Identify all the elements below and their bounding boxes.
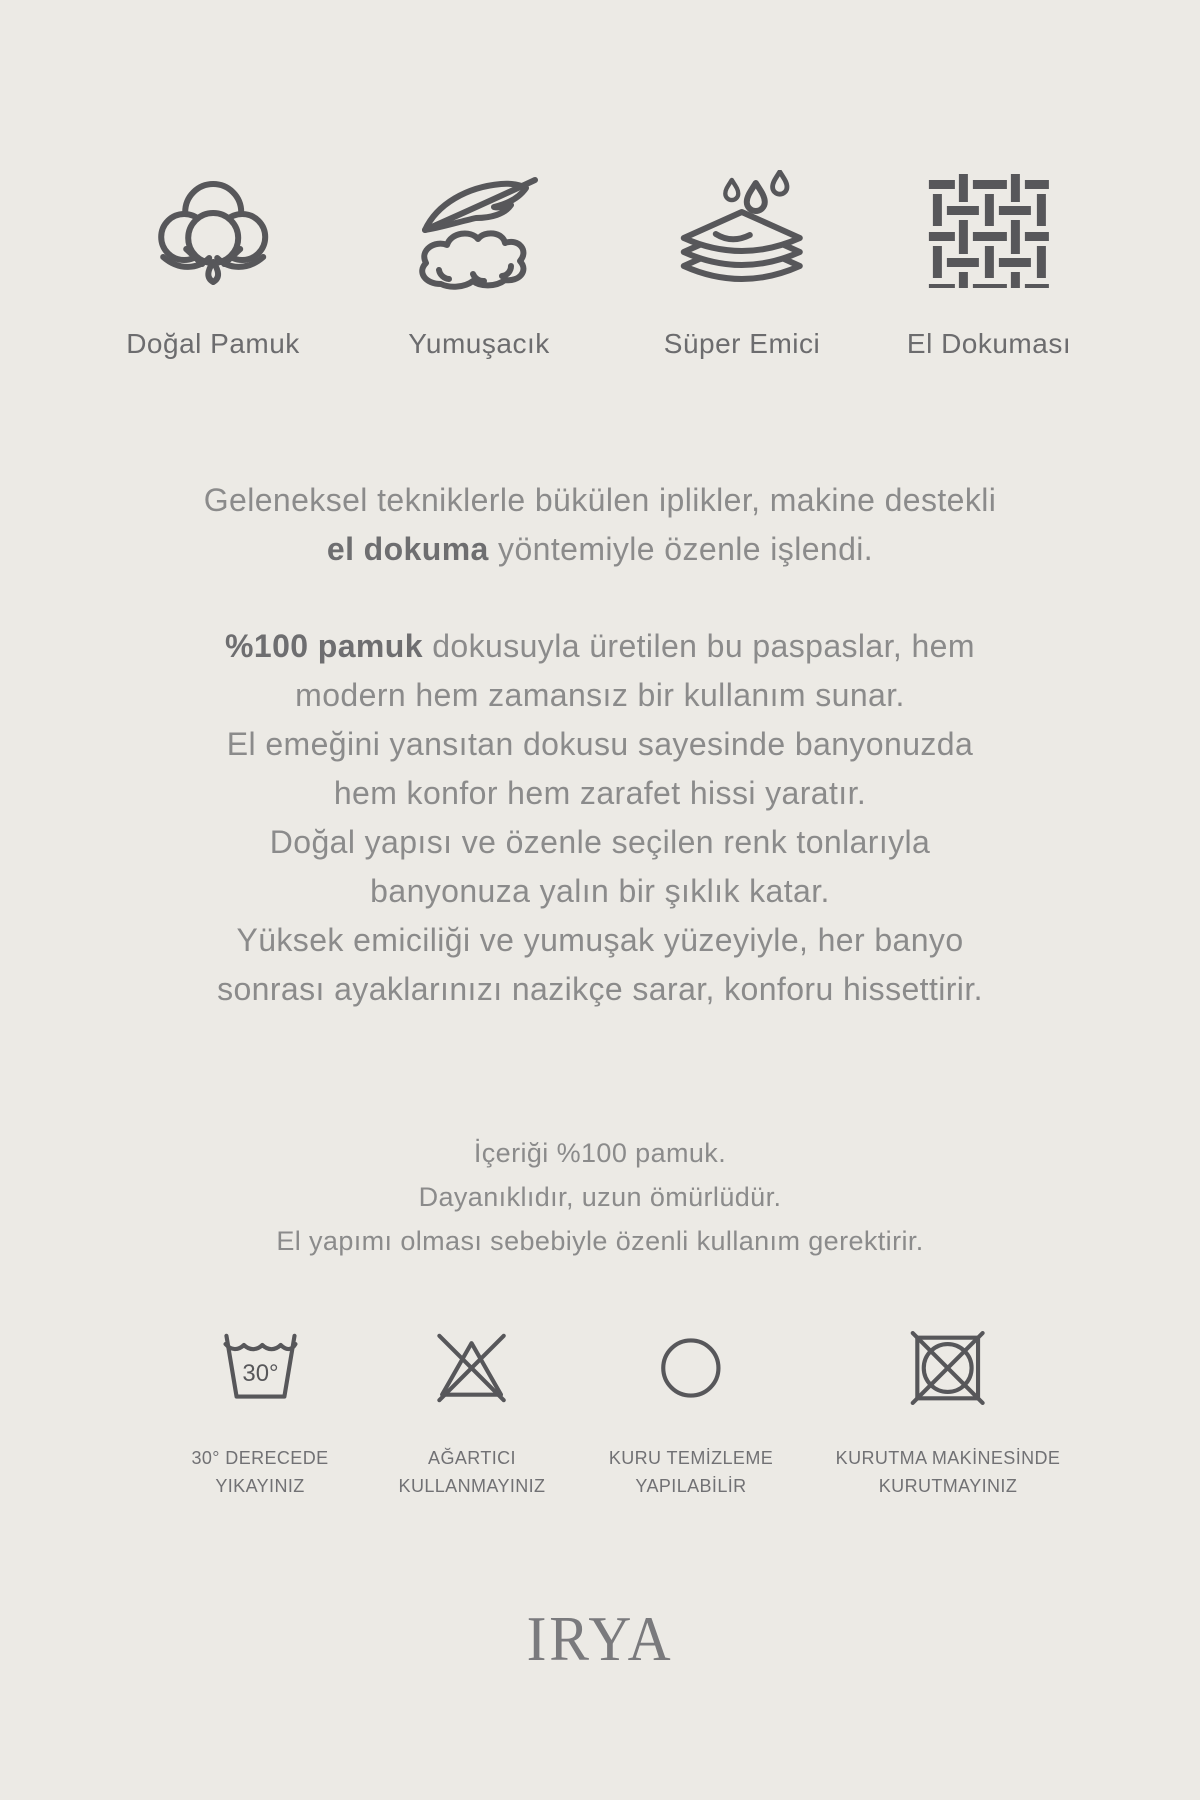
care-label: 30° DERECEDE YIKAYINIZ bbox=[191, 1448, 329, 1496]
feature-label: Süper Emici bbox=[663, 328, 821, 359]
wash-30-icon bbox=[214, 1322, 306, 1414]
details-line-1: İçeriği %100 pamuk. bbox=[473, 1138, 727, 1168]
dry-clean-icon bbox=[645, 1322, 737, 1414]
care-no-bleach bbox=[399, 1322, 546, 1500]
care-label: AĞARTICI KULLANMAYINIZ bbox=[398, 1448, 546, 1496]
feature-label: Doğal Pamuk bbox=[126, 328, 300, 359]
description-line-4: hem konfor hem zarafet hissi yaratır. bbox=[333, 775, 867, 811]
feature-natural-cotton bbox=[126, 170, 300, 360]
intro-paragraph bbox=[0, 476, 1200, 574]
care-label: KURU TEMİZLEME YAPILABİLİR bbox=[608, 1448, 774, 1496]
cotton-icon bbox=[151, 170, 275, 292]
no-bleach-icon bbox=[426, 1322, 518, 1414]
brand-logo: IRYA bbox=[526, 1603, 674, 1674]
intro-line-1: Geleneksel tekniklerle bükülen iplikler, makine destekli bbox=[203, 482, 997, 518]
care-no-tumble-dry bbox=[836, 1322, 1061, 1500]
description-line-2: modern hem zamansız bir kullanım sunar. bbox=[295, 677, 905, 713]
description-line-5: Doğal yapısı ve özenle seçilen renk tonlarıyla bbox=[269, 824, 931, 860]
description-bold-text: %100 pamuk bbox=[225, 628, 423, 664]
feature-hand-woven bbox=[907, 170, 1071, 360]
details-paragraph bbox=[0, 1131, 1200, 1263]
feature-label: El Dokuması bbox=[906, 328, 1072, 359]
care-wash-30 bbox=[191, 1322, 328, 1500]
details-line-3: El yapımı olması sebebiyle özenli kullanım gerektirir. bbox=[276, 1226, 924, 1256]
description-paragraph bbox=[0, 622, 1200, 1014]
care-label: KURUTMA MAKİNESİNDE KURUTMAYINIZ bbox=[835, 1448, 1061, 1496]
feature-super-absorbent bbox=[664, 170, 820, 360]
description-line-6: banyonuza yalın bir şıklık katar. bbox=[370, 873, 830, 909]
absorbent-layers-icon bbox=[670, 170, 814, 292]
feature-soft bbox=[403, 170, 555, 360]
description-line-7: Yüksek emiciliği ve yumuşak yüzeyiyle, her banyo bbox=[236, 922, 964, 958]
hand-weave-icon bbox=[927, 170, 1051, 292]
intro-line-2: el dokuma yöntemiyle özenle işlendi. bbox=[326, 531, 874, 567]
feather-cloud-icon bbox=[403, 170, 555, 292]
wash-temperature-value: 30° bbox=[241, 1359, 279, 1387]
intro-bold-text: el dokuma bbox=[326, 531, 489, 567]
description-line-1: %100 pamuk dokusuyla üretilen bu paspaslar, hem bbox=[225, 628, 975, 664]
feature-label: Yumuşacık bbox=[408, 328, 550, 359]
description-line-3: El emeğini yansıtan dokusu sayesinde banyonuzda bbox=[226, 726, 974, 762]
description-line-8: sonrası ayaklarınızı nazikçe sarar, konforu hissettirir. bbox=[217, 971, 983, 1007]
care-dry-clean bbox=[609, 1322, 773, 1500]
no-tumble-dry-icon bbox=[902, 1322, 994, 1414]
details-line-2: Dayanıklıdır, uzun ömürlüdür. bbox=[418, 1182, 782, 1212]
